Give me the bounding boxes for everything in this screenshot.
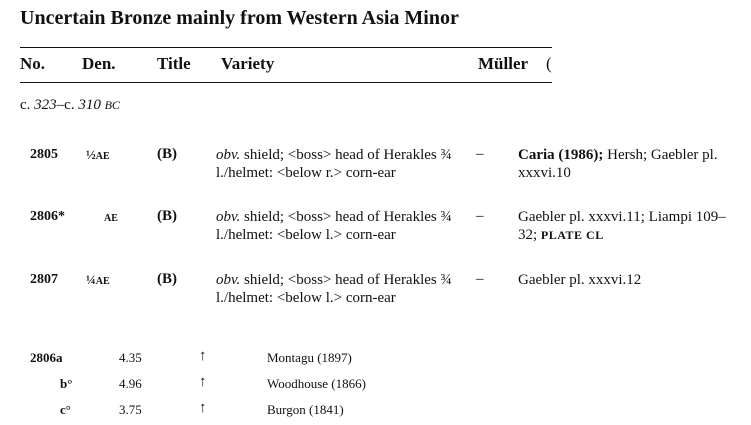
variety-text: shield; <boss> head of Herakles ¾ l./helmet: <below l.> corn-ear xyxy=(216,209,452,243)
specimen-weight: 4.96 xyxy=(119,376,142,391)
variety-obv: obv. xyxy=(216,209,241,225)
column-header-no: No. xyxy=(20,54,46,73)
row-variety xyxy=(216,146,466,182)
reference-bold: Caria (1986); xyxy=(518,147,604,163)
row-dash: – xyxy=(476,271,484,287)
column-header-den: Den. xyxy=(82,54,116,73)
row-reference xyxy=(518,271,743,289)
variety-obv: obv. xyxy=(216,147,241,163)
row-number: 2805 xyxy=(30,147,58,162)
variety-text: shield; <boss> head of Herakles ¾ l./helmet: <below l.> corn-ear xyxy=(216,272,452,306)
row-reference xyxy=(518,146,743,182)
den-fraction: ¼ xyxy=(86,272,96,287)
specimen-id: 2806a xyxy=(30,350,63,365)
variety-obv: obv. xyxy=(216,272,241,288)
specimen-id: c° xyxy=(60,402,71,417)
row-number: 2807 xyxy=(30,272,58,287)
specimen-collection: Woodhouse (1866) xyxy=(267,376,366,391)
period-era: BC xyxy=(104,98,120,112)
den-unit: AE xyxy=(104,213,118,224)
reference-text: Gaebler pl. xxxvi.11; Liampi 109–32; xyxy=(518,209,726,243)
header-top-rule xyxy=(20,47,552,48)
row-title: (B) xyxy=(157,208,177,224)
period-from: 323 xyxy=(34,97,57,113)
column-header-cut: ( xyxy=(546,54,552,73)
row-title: (B) xyxy=(157,146,177,162)
column-header-title: Title xyxy=(157,54,191,73)
specimen-id: b° xyxy=(60,376,73,391)
den-fraction: ½ xyxy=(86,147,96,162)
page-title: Uncertain Bronze mainly from Western Asia Minor xyxy=(20,7,459,29)
row-dash: – xyxy=(476,208,484,224)
reference-plate: PLATE CL xyxy=(540,228,604,242)
row-denomination xyxy=(86,147,110,163)
row-denomination xyxy=(104,209,118,225)
row-title: (B) xyxy=(157,271,177,287)
specimen-collection: Montagu (1897) xyxy=(267,350,352,365)
specimen-collection: Burgon (1841) xyxy=(267,402,344,417)
row-denomination xyxy=(86,272,110,288)
die-axis-arrow-icon: ↑ xyxy=(199,348,207,364)
period-to: 310 xyxy=(78,97,101,113)
reference-text: Gaebler pl. xxxvi.12 xyxy=(518,272,642,288)
variety-text: shield; <boss> head of Herakles ¾ l./helmet: <below r.> corn-ear xyxy=(216,147,452,181)
row-reference xyxy=(518,208,743,244)
row-number: 2806* xyxy=(30,209,65,224)
period-label xyxy=(20,97,120,114)
row-dash: – xyxy=(476,146,484,162)
die-axis-arrow-icon: ↑ xyxy=(199,374,207,390)
specimen-weight: 3.75 xyxy=(119,402,142,417)
header-bottom-rule xyxy=(20,82,552,83)
die-axis-arrow-icon: ↑ xyxy=(199,400,207,416)
period-prefix: c. xyxy=(20,97,35,113)
den-unit: AE xyxy=(95,276,110,287)
specimen-weight: 4.35 xyxy=(119,350,142,365)
row-variety xyxy=(216,208,466,244)
den-unit: AE xyxy=(95,151,110,162)
column-header-muller: Müller xyxy=(478,54,529,73)
column-header-variety: Variety xyxy=(221,54,275,73)
row-variety xyxy=(216,271,466,307)
period-sep: –c. xyxy=(56,97,79,113)
reference-text: Hersh; Gaebler pl. xxxvi.10 xyxy=(518,147,718,181)
